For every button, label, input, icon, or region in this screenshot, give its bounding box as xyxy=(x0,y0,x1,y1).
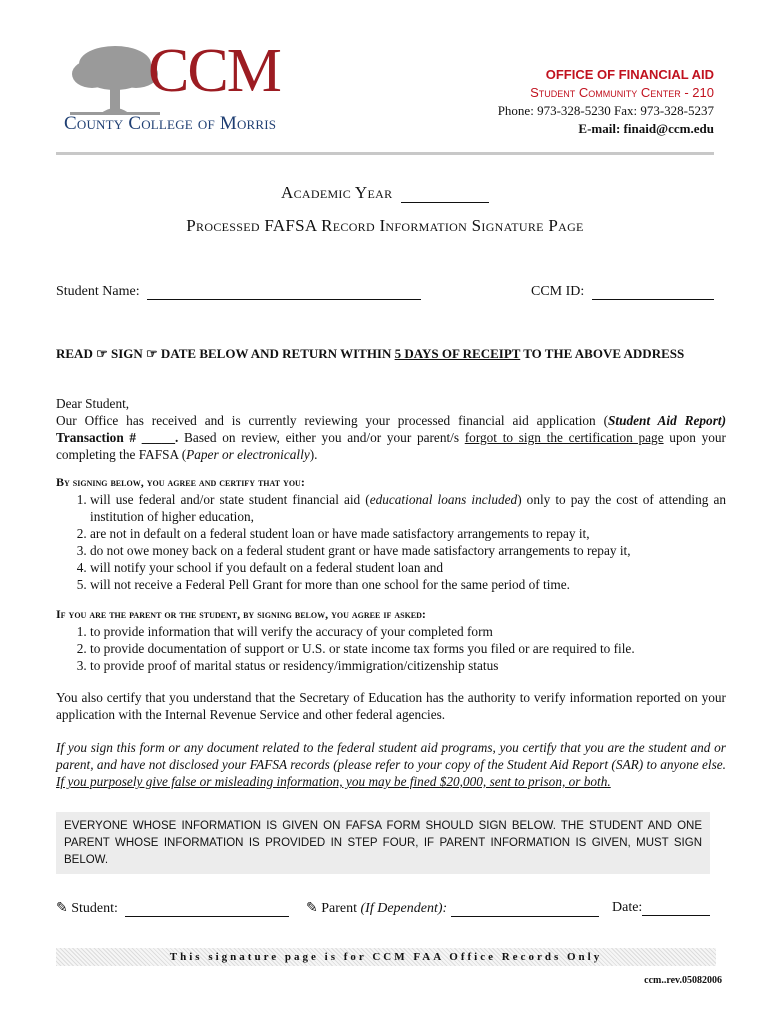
agreement-section xyxy=(56,474,726,593)
parent-signature xyxy=(306,900,599,917)
agreement-list xyxy=(56,491,726,593)
section-heading: If you are the parent or the student, by signing below, you agree if asked: xyxy=(56,607,426,621)
letter-body xyxy=(56,395,726,463)
return-instruction xyxy=(56,346,684,362)
instruction-text-end: TO THE ABOVE ADDRESS xyxy=(520,346,685,361)
list-item: 1. to provide information that will verify the accuracy of your completed form xyxy=(90,623,726,640)
academic-year-title xyxy=(0,183,770,203)
list-item: 1. will use federal and/or state student financial aid (educational loans included) only to pay the cost of attending an institution of higher education, xyxy=(90,491,726,525)
section-heading: By signing below, you agree and certify that you: xyxy=(56,475,305,489)
tree-icon xyxy=(70,42,160,120)
letter-text: ). xyxy=(309,447,318,462)
letter-text: Paper or electronically xyxy=(186,447,310,462)
warning-penalty: If you purposely give false or misleading information, you may be fined $20,000, sent to prison, or both. xyxy=(56,774,611,789)
transaction-number: Transaction # _____. xyxy=(56,430,179,445)
student-signature xyxy=(56,900,289,917)
letter-paragraph xyxy=(56,412,726,463)
student-signature-line[interactable] xyxy=(125,916,289,917)
letter-text: Our Office has received and is currently reviewing your processed financial aid application ( xyxy=(56,413,609,428)
academic-year-label: Academic Year xyxy=(281,183,393,202)
student-name-input[interactable] xyxy=(147,299,421,300)
header-divider xyxy=(56,152,714,155)
sar-reference: Student Aid Report) xyxy=(608,413,727,428)
instruction-text: READ ☞ SIGN ☞ DATE BELOW AND RETURN WITHIN xyxy=(56,346,395,361)
student-name-field xyxy=(56,284,421,300)
ccm-id-field xyxy=(531,284,714,300)
parent-signature-label: Parent xyxy=(321,901,357,916)
revision-code: ccm..rev.05082006 xyxy=(644,975,722,986)
greeting: Dear Student, xyxy=(56,396,130,411)
parent-list xyxy=(56,623,726,674)
date-line[interactable] xyxy=(642,915,710,916)
certify-paragraph: You also certify that you understand that the Secretary of Education has the authority to verify information reported on your application with the Internal Revenue Service and other federal agencies. xyxy=(56,690,726,722)
student-signature-label: Student: xyxy=(71,901,118,916)
letter-text: upon your completing the FAFSA ( xyxy=(56,430,726,462)
page-title: Processed FAFSA Record Information Signature Page xyxy=(186,216,584,235)
date-field xyxy=(612,900,710,916)
ccm-id-input[interactable] xyxy=(592,299,714,300)
date-label: Date: xyxy=(612,900,643,915)
ccm-id-label: CCM ID: xyxy=(531,284,585,299)
list-item: 3. to provide proof of marital status or residency/immigration/citizenship status xyxy=(90,657,726,674)
signing-notice: EVERYONE WHOSE INFORMATION IS GIVEN ON FAFSA FORM SHOULD SIGN BELOW. THE STUDENT AND ONE PARENT WHOSE INFORMATION IS PROVIDED IN STEP FOUR, IF PARENT INFORMATION IS GIVEN, MUST SIGN BELOW. xyxy=(56,812,710,874)
letter-emphasis: forgot to sign the certification page xyxy=(464,430,664,445)
office-contact xyxy=(498,66,714,138)
pen-icon: ✎ xyxy=(56,901,68,916)
office-location: Student Community Center - 210 xyxy=(530,85,714,100)
office-name: OFFICE OF FINANCIAL AID xyxy=(545,67,714,82)
office-records-footer: This signature page is for CCM FAA Office Records Only xyxy=(56,948,716,966)
warning-paragraph xyxy=(56,739,726,790)
office-phone: Phone: 973-328-5230 Fax: 973-328-5237 xyxy=(497,103,714,118)
ccm-logo xyxy=(64,37,314,140)
parent-signature-line[interactable] xyxy=(451,916,599,917)
warning-text: If you sign this form or any document related to the federal student aid programs, you certify that you are the student and or parent, and have not disclosed your FAFSA records (please refer to your copy of the Student Aid Report (SAR) to anyone else. xyxy=(56,740,726,772)
office-email: E-mail: finaid@ccm.edu xyxy=(578,121,714,136)
list-item: 4. will notify your school if you default on a federal student loan and xyxy=(90,559,726,576)
academic-year-blank[interactable] xyxy=(401,202,489,203)
logo-subtitle: County College of Morris xyxy=(64,113,277,134)
parent-signature-note: (If Dependent): xyxy=(360,901,448,916)
list-item: 2. to provide documentation of support or U.S. or state income tax forms you filed or are required to file. xyxy=(90,640,726,657)
instruction-deadline: 5 DAYS OF RECEIPT xyxy=(394,346,521,361)
pen-icon: ✎ xyxy=(306,901,318,916)
letter-text: Based on review, either you and/or your parent/s xyxy=(178,430,465,445)
list-item: 2. are not in default on a federal student loan or have made satisfactory arrangements to repay it, xyxy=(90,525,726,542)
parent-section xyxy=(56,606,726,674)
logo-text: CCM xyxy=(148,37,280,105)
list-item: 5. will not receive a Federal Pell Grant for more than one school for the same period of time. xyxy=(90,576,726,593)
student-name-label: Student Name: xyxy=(56,284,140,299)
list-item: 3. do not owe money back on a federal student grant or have made satisfactory arrangements to repay it, xyxy=(90,542,726,559)
